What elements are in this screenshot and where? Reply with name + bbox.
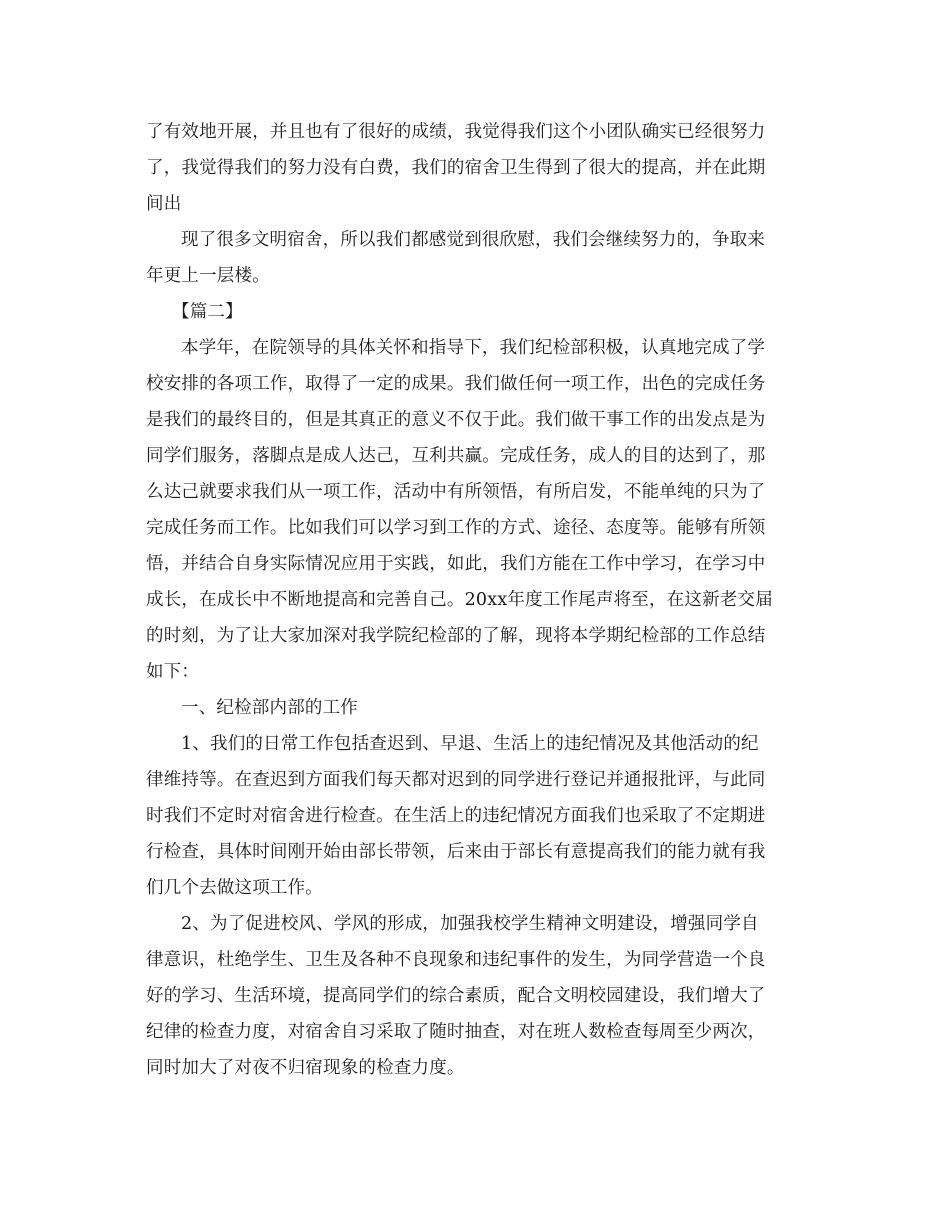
text-line: 成长，在成长中不断地提高和完善自己。20xx年度工作尾声将至，在这新老交届 xyxy=(146,590,773,610)
text-line: 悟，并结合自身实际情况应用于实践，如此，我们方能在工作中学习，在学习中 xyxy=(146,554,766,574)
text-line: 好的学习、生活环境，提高同学们的综合素质，配合文明校园建设，我们增大了 xyxy=(146,986,766,1006)
text-line: 本学年，在院领导的具体关怀和指导下，我们纪检部积极，认真地完成了学 xyxy=(181,338,766,358)
text-line: 2、为了促进校风、学风的形成，加强我校学生精神文明建设，增强同学自 xyxy=(181,914,759,934)
text-line: 如下： xyxy=(146,662,200,682)
text-line: 律意识，杜绝学生、卫生及各种不良现象和违纪事件的发生，为同学营造一个良 xyxy=(146,950,766,970)
text-line: 律维持等。在查迟到方面我们每天都对迟到的同学进行登记并通报批评，与此同 xyxy=(146,770,766,790)
text-line: 是我们的最终目的，但是其真正的意义不仅于此。我们做干事工作的出发点是为 xyxy=(146,410,766,430)
text-line: 完成任务而工作。比如我们可以学习到工作的方式、途径、态度等。能够有所领 xyxy=(146,518,766,538)
text-line: 年更上一层楼。 xyxy=(146,266,270,286)
subsection-heading: 一、纪检部内部的工作 xyxy=(181,698,358,718)
text-line: 纪律的检查力度，对宿舍自习采取了随时抽查，对在班人数检查每周至少两次， xyxy=(146,1022,766,1042)
text-line: 了，我觉得我们的努力没有白费，我们的宿舍卫生得到了很大的提高，并在此期 xyxy=(146,158,766,178)
text-line: 了有效地开展，并且也有了很好的成绩，我觉得我们这个小团队确实已经很努力 xyxy=(146,122,766,142)
text-line: 校安排的各项工作，取得了一定的成果。我们做任何一项工作，出色的完成任务 xyxy=(146,374,766,394)
text-line: 时我们不定时对宿舍进行检查。在生活上的违纪情况方面我们也采取了不定期进 xyxy=(146,806,766,826)
text-line: 们几个去做这项工作。 xyxy=(146,878,323,898)
text-line: 现了很多文明宿舍，所以我们都感觉到很欣慰，我们会继续努力的，争取来 xyxy=(181,230,766,250)
section-heading: 【篇二】 xyxy=(172,302,243,322)
text-line: 行检查，具体时间刚开始由部长带领，后来由于部长有意提高我们的能力就有我 xyxy=(146,842,766,862)
text-line: 同时加大了对夜不归宿现象的检查力度。 xyxy=(146,1058,465,1078)
text-line: 间出 xyxy=(146,194,182,214)
text-line: 么达己就要求我们从一项工作，活动中有所领悟，有所启发，不能单纯的只为了 xyxy=(146,482,766,502)
text-line: 同学们服务，落脚点是成人达己，互利共赢。完成任务，成人的目的达到了，那 xyxy=(146,446,766,466)
text-line: 的时刻，为了让大家加深对我学院纪检部的了解，现将本学期纪检部的工作总结 xyxy=(146,626,766,646)
text-line: 1、我们的日常工作包括查迟到、早退、生活上的违纪情况及其他活动的纪 xyxy=(181,734,759,754)
